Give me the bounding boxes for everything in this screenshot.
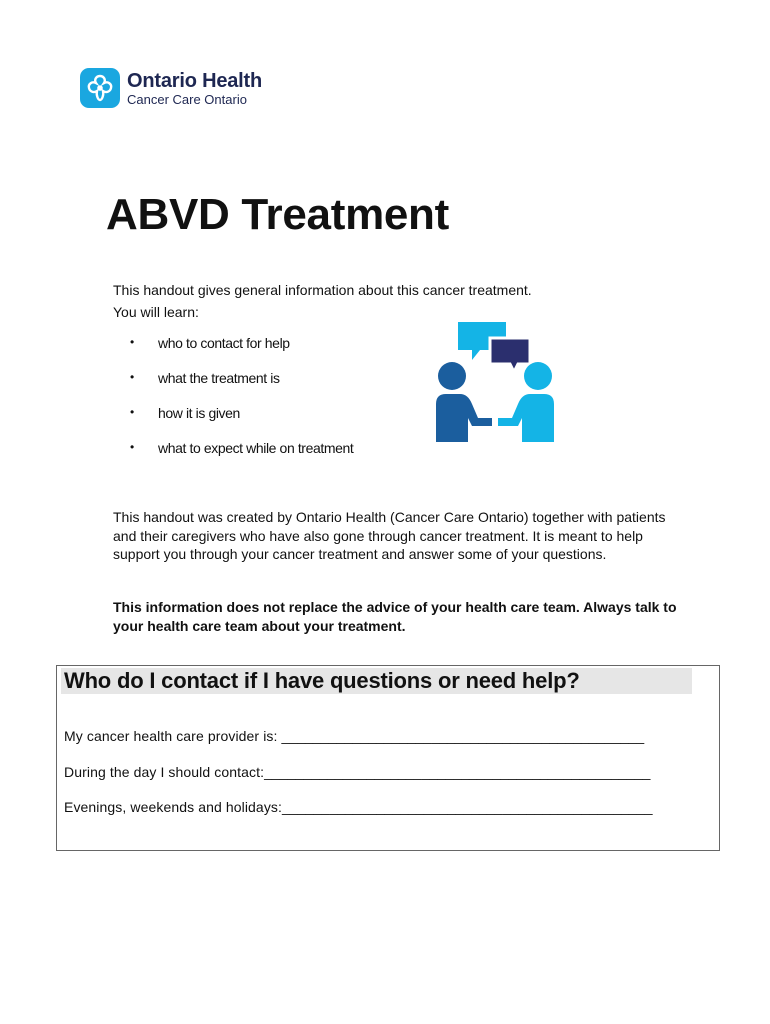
page-title: ABVD Treatment xyxy=(106,190,449,239)
list-item: • who to contact for help xyxy=(130,335,290,351)
trillium-icon xyxy=(80,68,120,108)
list-item: • what the treatment is xyxy=(130,370,280,386)
day-contact-field[interactable]: During the day I should contact:_________________________________________________ xyxy=(64,764,651,780)
bullet-icon: • xyxy=(130,405,134,419)
learn-list xyxy=(130,335,353,475)
intro-line-1: This handout gives general information about this cancer treatment. xyxy=(113,282,532,298)
bullet-icon: • xyxy=(130,440,134,454)
evenings-contact-field[interactable]: Evenings, weekends and holidays:_______________________________________________ xyxy=(64,799,653,815)
contact-heading: Who do I contact if I have questions or need help? xyxy=(61,668,692,694)
handout-description: This handout was created by Ontario Health (Cancer Care Ontario) together with patients and their caregivers who have also gone through cancer treatment. It is meant to help support you through your cancer treatment and answer some of your questions. xyxy=(113,509,666,562)
list-item: • how it is given xyxy=(130,405,240,421)
intro-text xyxy=(113,279,532,323)
bullet-icon: • xyxy=(130,370,134,384)
contact-box xyxy=(56,665,720,851)
bullet-icon: • xyxy=(130,335,134,349)
logo-name: Ontario Health xyxy=(127,69,262,92)
ontario-health-logo xyxy=(80,68,262,108)
advice-note: This information does not replace the advice of your health care team. Always talk to your health care team about your treatment. xyxy=(113,599,677,634)
logo-subtitle: Cancer Care Ontario xyxy=(127,91,247,107)
provider-field[interactable]: My cancer health care provider is: ______________________________________________ xyxy=(64,728,645,744)
intro-line-2: You will learn: xyxy=(113,304,199,320)
list-item: • what to expect while on treatment xyxy=(130,440,354,456)
people-conversation-icon xyxy=(432,318,560,449)
